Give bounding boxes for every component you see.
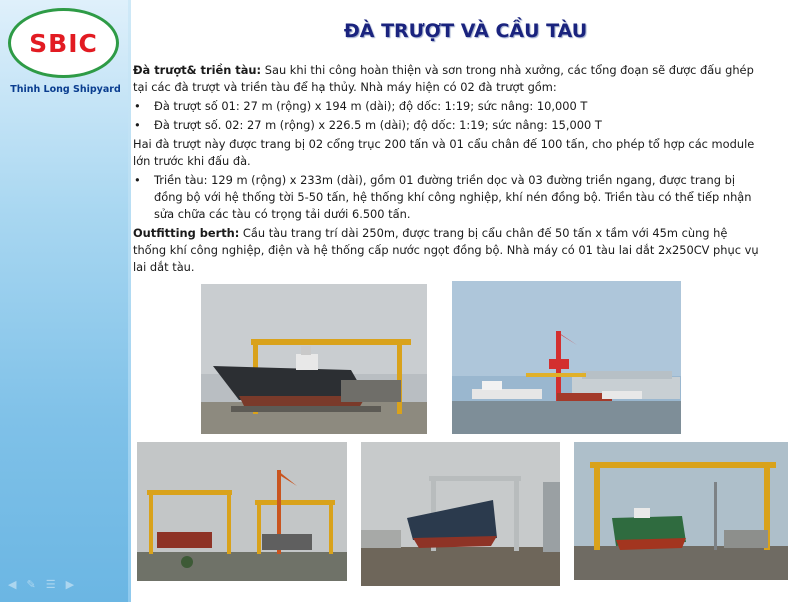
sidebar [0,0,131,602]
menu-icon[interactable]: ☰ [45,579,56,591]
slipway-intro-text: Sau khi thi công hoàn thiện và sơn trong nhà xưởng, các tổng đoạn sẽ được đấu ghép tại các đà trượt và triền tàu để hạ thủy. Nhà máy hiện có 02 đà trượt gồm: [133,63,754,94]
photo-shipyard-gantries [137,442,347,581]
photo-hull-construction [361,442,560,586]
outfitting-label: Outfitting berth: [133,226,240,240]
logo-caption: Thinh Long Shipyard [10,84,121,95]
slipway-1-item: • Đà trượt số 01: 27 m (rộng) x 194 m (dài); độ dốc: 1:19; sức nâng: 10,000 T [133,98,763,115]
company-logo [8,8,119,78]
slipway-label: Đà trượt& triền tàu: [133,63,262,77]
cranes-paragraph: Hai đà trượt này được trang bị 02 cổng trục 200 tấn và 01 cẩu chân đế 100 tấn, cho phép tổ hợp các module lớn trước khi đấu đà. [133,137,755,168]
slide-nav-controls [8,578,74,591]
logo-text: SBIC [29,28,98,58]
next-slide-icon[interactable]: ▶ [65,579,75,591]
slide-body [133,62,763,278]
shipway-item: • Triền tàu: 129 m (rộng) x 233m (dài), gồm 01 đường triền dọc và 03 đường triền ngang, được trang bị đồng bộ với hệ thống tời 5-50 tấn, hệ thống khí công nghiệp, khí nén đồng bộ. Triền tàu có thể tiếp nhận sửa chữa các tàu có trọng tải dưới 6.500 tấn. [133,172,763,223]
photo-ship-on-slipway [201,284,427,434]
pen-icon[interactable]: ✎ [26,579,36,591]
outfitting-paragraph [133,225,763,276]
slide-title: ĐÀ TRƯỢT VÀ CẦU TÀU [343,20,588,42]
prev-slide-icon[interactable]: ◀ [8,579,17,591]
slipway-intro [133,62,763,96]
photo-outfitting-berth [452,281,681,434]
slipway-2-item: • Đà trượt số. 02: 27 m (rộng) x 226.5 m (dài); độ dốc: 1:19; sức nâng: 15,000 T [133,117,763,134]
photo-ship-under-gantry [574,442,788,580]
outfitting-text: Cầu tàu trang trí dài 250m, được trang bị cẩu chân đế 50 tấn x tầm với 45m cùng hệ thống khí công nghiệp, điện và hệ thống cấp nước ngọt đồng bộ. Nhà máy có 01 tàu lai dắt 2x250CV phục vụ lai dắt tàu. [133,226,759,274]
